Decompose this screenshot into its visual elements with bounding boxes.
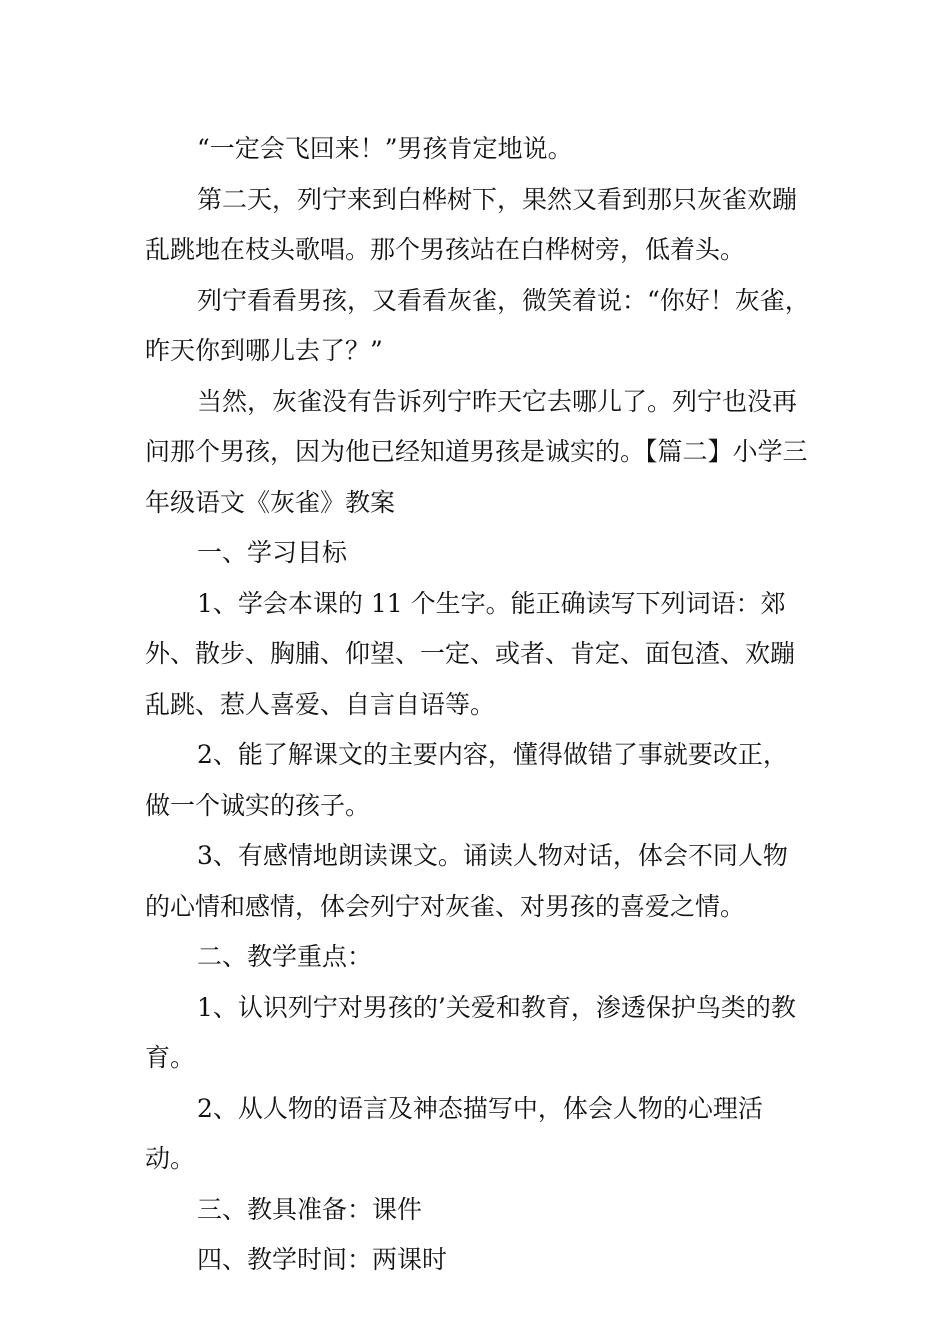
paragraph: 列宁看看男孩，又看看灰雀，微笑着说：“你好！灰雀，昨天你到哪儿去了？” — [145, 285, 810, 365]
section-heading: 四、教学时间：两课时 — [197, 1245, 448, 1274]
section-heading: 三、教具准备：课件 — [197, 1194, 423, 1224]
document-body — [145, 124, 810, 1286]
paragraph: 当然，灰雀没有告诉列宁昨天它去哪儿了。列宁也没再问那个男孩，因为他已经知道男孩是诚实的。【篇二】小学三年级语文《灰雀》教案 — [145, 386, 808, 517]
paragraph: 3、有感情地朗读课文。诵读人物对话，体会不同人物的心情和感情，体会列宁对灰雀、对男孩的喜爱之情。 — [145, 841, 788, 921]
paragraph: 1、学会本课的 11 个生字。能正确读写下列词语：郊外、散步、胸脯、仰望、一定、或者、肯定、面包渣、欢蹦乱跳、惹人喜爱、自言自语等。 — [145, 588, 796, 719]
paragraph: “一定会飞回来！”男孩肯定地说。 — [197, 134, 573, 163]
paragraph: 第二天，列宁来到白桦树下，果然又看到那只灰雀欢蹦乱跳地在枝头歌唱。那个男孩站在白桦树旁，低着头。 — [145, 184, 798, 264]
paragraph: 1、认识列宁对男孩的’关爱和教育，渗透保护鸟类的教育。 — [145, 992, 796, 1072]
section-heading: 二、教学重点： — [197, 942, 373, 971]
paragraph: 2、能了解课文的主要内容，懂得做错了事就要改正，做一个诚实的孩子。 — [145, 740, 788, 820]
section-heading: 一、学习目标 — [197, 538, 348, 567]
paragraph: 2、从人物的语言及神态描写中，体会人物的心理活动。 — [145, 1093, 763, 1173]
